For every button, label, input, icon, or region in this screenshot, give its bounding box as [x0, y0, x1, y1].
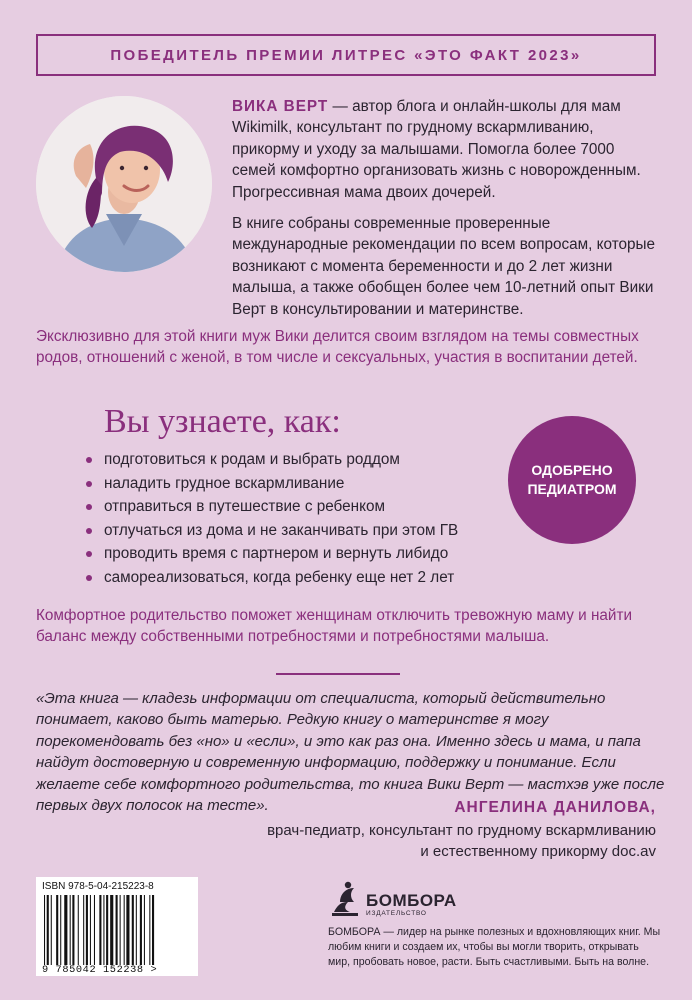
learn-title: Вы узнаете, как:: [104, 403, 341, 440]
quote-author-role-2: и естественному прикорму doc.av: [420, 843, 656, 860]
divider: [276, 673, 400, 675]
bio-text: — автор блога и онлайн-школы для мам Wikimilk, консультант по грудному вскармливанию, прикорму и уходу за малышами. Помогла более 7000 семей комфортно организовать жизнь с новорожденным. Прогрессивная мама двоих дочерей.: [232, 98, 641, 201]
review-quote: «Эта книга — кладезь информации от специалиста, который действительно понимает, каково быть матерью. Редкую книгу о материнстве я могу порекомендовать без «но» и «если», и это как раз она. Именно здесь и мама, и папа найдут достоверную и современную информацию, поддержку и понимание. Если желаете себе комфортного родительства, то книга Вики Верт — мастхэв уже после первых двух полосок на тесте».: [36, 690, 665, 815]
list-item: [86, 496, 458, 520]
author-name: ВИКА ВЕРТ: [232, 98, 329, 115]
quote-author-name: АНГЕЛИНА ДАНИЛОВА,: [454, 799, 656, 816]
list-item-text: отправиться в путешествие с ребенком: [104, 498, 385, 516]
comfort-note: Комфортное родительство поможет женщинам отключить тревожную маму и найти баланс между собственными потребностями и потребностями малыша.: [36, 607, 632, 646]
approved-by-pediatrician-badge: [508, 416, 636, 544]
badge-line-1: ОДОБРЕНО: [531, 462, 613, 478]
publisher-logo: [328, 880, 457, 918]
list-item-text: наладить грудное вскармливание: [104, 474, 345, 492]
bullet-dot-icon: [86, 457, 92, 463]
quote-author-role-1: врач-педиатр, консультант по грудному вскармливанию: [267, 822, 656, 839]
list-item: [86, 449, 458, 473]
list-item-text: отлучаться из дома и не заканчивать при этом ГВ: [104, 521, 459, 539]
exclusive-note: Эксклюзивно для этой книги муж Вики делится своим взглядом на темы совместных родов, отношений с женой, в том числе и сексуальных, участия в воспитании детей.: [36, 328, 639, 367]
list-item-text: проводить время с партнером и вернуть либидо: [104, 545, 449, 563]
bombora-wave-logo-icon: [328, 880, 362, 918]
award-banner: [36, 34, 656, 76]
badge-line-2: ПЕДИАТРОМ: [527, 481, 617, 497]
list-item: [86, 543, 458, 567]
bullet-dot-icon: [86, 481, 92, 487]
quote-author: [267, 796, 656, 862]
list-item: [86, 567, 458, 591]
list-item-text: подготовиться к родам и выбрать роддом: [104, 451, 400, 468]
author-bio: [232, 96, 662, 330]
publisher-sub: ИЗДАТЕЛЬСТВО: [366, 910, 427, 917]
bio-paragraph-1: [232, 96, 662, 203]
bio-paragraph-2: В книге собраны современные проверенные международные рекомендации по всем вопросам, которые возникают с момента беременности и до 2 лет жизни малыша, а также обобщен более чем 10-летний опыт Вики Верт в консультировании и материнстве.: [232, 215, 656, 318]
award-text: ПОБЕДИТЕЛЬ ПРЕМИИ ЛИТРЕС «ЭТО ФАКТ 2023»: [110, 46, 582, 64]
author-photo: [36, 96, 212, 272]
isbn-text: ISBN 978-5-04-215223-8: [42, 881, 154, 892]
list-item-text: самореализоваться, когда ребенку еще нет 2 лет: [104, 568, 455, 586]
publisher-description: БОМБОРА — лидер на рынке полезных и вдохновляющих книг. Мы любим книги и создаем их, чтобы вы могли творить, открывать мир, пробовать новое, расти. Быть счастливыми. Быть на волне.: [328, 926, 661, 969]
isbn-barcode: [36, 877, 198, 976]
bullet-dot-icon: [86, 551, 92, 557]
publisher-name: БОМБОРА: [366, 891, 457, 910]
author-portrait-image: [36, 96, 212, 272]
learn-list: [86, 449, 458, 591]
barcode-bars-icon: [42, 895, 192, 965]
bullet-dot-icon: [86, 528, 92, 534]
bullet-dot-icon: [86, 504, 92, 510]
barcode-digits: 9 785042 152238 >: [42, 964, 158, 976]
bullet-dot-icon: [86, 575, 92, 581]
list-item: [86, 520, 458, 544]
list-item: [86, 473, 458, 497]
